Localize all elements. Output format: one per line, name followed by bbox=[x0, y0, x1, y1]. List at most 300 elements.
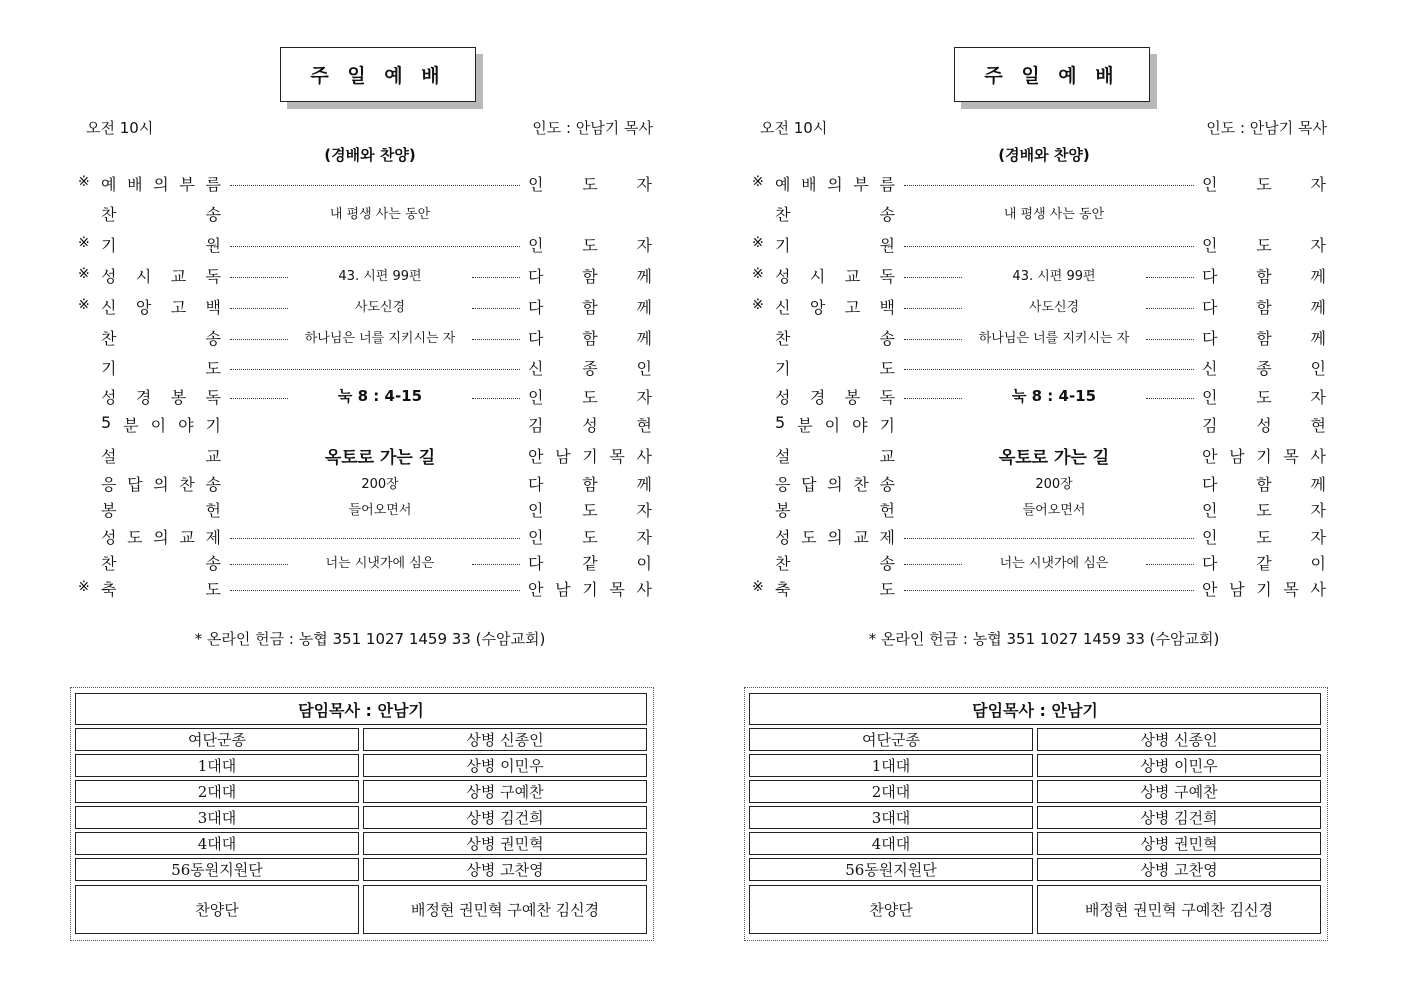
order-item-leader-char: 다 bbox=[528, 554, 544, 573]
section-subtitle: (경배와 찬양) bbox=[324, 146, 416, 164]
order-item bbox=[70, 497, 670, 521]
order-item-leader-char: 함 bbox=[582, 329, 598, 348]
order-item bbox=[70, 524, 670, 548]
order-item-content: 눅 8 : 4-15 bbox=[337, 387, 423, 405]
order-item-leader bbox=[528, 233, 652, 256]
order-item-label-char: 원 bbox=[205, 236, 221, 255]
order-item-label bbox=[775, 233, 895, 256]
order-item-label bbox=[101, 472, 221, 495]
order-item-label bbox=[101, 551, 221, 574]
order-item-leader-char: 현 bbox=[636, 416, 652, 435]
order-item-leader-char: 기 bbox=[582, 447, 598, 466]
order-item-label-char: 교 bbox=[853, 528, 869, 547]
order-item-content: 사도신경 bbox=[1028, 300, 1080, 315]
order-item-leader bbox=[528, 264, 652, 287]
order-item-label-char: 야 bbox=[178, 416, 194, 435]
order-item-content: 옥토로 가는 길 bbox=[324, 448, 436, 468]
order-item-label bbox=[101, 264, 221, 287]
order-item-leader-char: 께 bbox=[1310, 329, 1326, 348]
order-item-leader-char: 도 bbox=[1256, 501, 1272, 520]
order-item-leader-char: 함 bbox=[582, 475, 598, 494]
order-item-content: 너는 시냇가에 심은 bbox=[325, 556, 435, 571]
order-item-label bbox=[775, 356, 895, 379]
order-item-label-char: 교 bbox=[179, 528, 195, 547]
staff-name-cell: 상병 이민우 bbox=[1037, 754, 1321, 777]
staff-unit-cell: 4대대 bbox=[75, 832, 359, 855]
order-item-leader-char: 성 bbox=[1256, 416, 1272, 435]
order-item-label-char: 제 bbox=[205, 528, 221, 547]
order-item-label-char: 봉 bbox=[170, 388, 187, 407]
order-item-label bbox=[101, 498, 221, 521]
order-item-leader-char: 함 bbox=[1256, 267, 1272, 286]
order-item-leader-char: 남 bbox=[555, 447, 571, 466]
order-item-leader-char: 목 bbox=[609, 580, 625, 599]
standing-mark: ※ bbox=[78, 235, 90, 251]
order-item bbox=[70, 325, 670, 349]
order-item-label bbox=[101, 326, 221, 349]
order-item-label-char: 앙 bbox=[135, 298, 152, 317]
order-item-label-char: 기 bbox=[205, 416, 221, 435]
order-item bbox=[744, 384, 1344, 408]
staff-unit-cell: 3대대 bbox=[749, 806, 1033, 829]
order-item-leader-char: 자 bbox=[636, 236, 652, 255]
order-item-content: 옥토로 가는 길 bbox=[998, 448, 1110, 468]
order-item-label-char: 부 bbox=[853, 175, 869, 194]
order-item bbox=[744, 171, 1344, 195]
order-item-leader-char: 같 bbox=[1256, 554, 1272, 573]
order-item-label-char: 시 bbox=[809, 267, 826, 286]
order-item-leader-char: 종 bbox=[1256, 359, 1272, 378]
order-item bbox=[744, 263, 1344, 287]
order-item-leader-char: 자 bbox=[636, 501, 652, 520]
order-item bbox=[744, 325, 1344, 349]
order-item-leader-char: 다 bbox=[1202, 298, 1218, 317]
order-item-leader-char: 자 bbox=[1310, 528, 1326, 547]
order-item-leader-char: 자 bbox=[1310, 175, 1326, 194]
order-item-label-char: 송 bbox=[205, 554, 221, 573]
bulletin-page-right bbox=[744, 0, 1344, 992]
order-item-label-char: 배 bbox=[801, 175, 817, 194]
section-subtitle: (경배와 찬양) bbox=[998, 146, 1090, 164]
order-item bbox=[70, 443, 670, 467]
order-item-leader-char: 다 bbox=[528, 475, 544, 494]
order-item-leader-char: 김 bbox=[528, 416, 544, 435]
order-item-label-char: 성 bbox=[101, 528, 117, 547]
order-item-leader-char: 김 bbox=[1202, 416, 1218, 435]
order-item-leader-char: 함 bbox=[1256, 298, 1272, 317]
dotted-leader bbox=[230, 590, 520, 591]
order-item bbox=[744, 412, 1344, 436]
order-item bbox=[70, 294, 670, 318]
order-item-label-char: 제 bbox=[879, 528, 895, 547]
order-item-label-char: 예 bbox=[101, 175, 117, 194]
order-item-label-char: 고 bbox=[170, 298, 187, 317]
order-item-leader bbox=[528, 444, 652, 467]
order-item-label bbox=[775, 413, 895, 436]
staff-name-cell: 상병 권민혁 bbox=[363, 832, 647, 855]
order-item-label-char: 름 bbox=[879, 175, 895, 194]
order-item-leader-char: 인 bbox=[1202, 388, 1218, 407]
order-item-leader-char: 종 bbox=[582, 359, 598, 378]
order-item bbox=[70, 576, 670, 600]
order-item bbox=[70, 355, 670, 379]
order-item-label bbox=[775, 498, 895, 521]
order-item-leader bbox=[1202, 295, 1326, 318]
order-item-label bbox=[101, 444, 221, 467]
order-item-label-char: 기 bbox=[101, 236, 117, 255]
order-item-leader-char: 인 bbox=[528, 528, 544, 547]
order-item-leader bbox=[1202, 498, 1326, 521]
order-item-label-char: 백 bbox=[205, 298, 221, 317]
dotted-leader bbox=[904, 538, 1194, 539]
order-item-leader-char: 기 bbox=[1256, 447, 1272, 466]
order-item-leader-char: 남 bbox=[1229, 447, 1245, 466]
order-item-label-char: 헌 bbox=[879, 501, 895, 520]
order-item-label-char: 송 bbox=[879, 554, 895, 573]
order-item-label-char: 응 bbox=[101, 475, 117, 494]
order-item-leader-char: 자 bbox=[1310, 236, 1326, 255]
order-item-leader bbox=[528, 472, 652, 495]
order-item-label-char: 5 bbox=[775, 413, 786, 432]
order-item bbox=[70, 550, 670, 574]
order-item-leader bbox=[1202, 444, 1326, 467]
order-item-leader-char: 이 bbox=[1310, 554, 1326, 573]
service-time: 오전 10시 bbox=[86, 119, 154, 137]
staff-table-head: 담임목사 : 안남기 bbox=[749, 693, 1321, 725]
staff-unit-cell: 56동원지원단 bbox=[749, 858, 1033, 881]
service-time: 오전 10시 bbox=[760, 119, 828, 137]
order-item-label-char: 야 bbox=[852, 416, 868, 435]
order-item-label-char: 도 bbox=[205, 359, 221, 378]
order-item-leader bbox=[1202, 525, 1326, 548]
order-item bbox=[744, 497, 1344, 521]
order-item-label-char: 고 bbox=[844, 298, 861, 317]
order-item-leader-char: 인 bbox=[1310, 359, 1326, 378]
order-item-label-char: 성 bbox=[775, 388, 791, 407]
order-item-content: 사도신경 bbox=[354, 300, 406, 315]
order-item-leader-char: 남 bbox=[1229, 580, 1245, 599]
order-item-leader-char: 도 bbox=[1256, 236, 1272, 255]
order-item-leader-char: 사 bbox=[1310, 580, 1326, 599]
order-item-leader-char: 사 bbox=[636, 580, 652, 599]
order-item-leader-char: 사 bbox=[636, 447, 652, 466]
standing-mark: ※ bbox=[752, 297, 764, 313]
standing-mark: ※ bbox=[78, 579, 90, 595]
order-item-leader bbox=[1202, 172, 1326, 195]
order-item-content: 200장 bbox=[361, 477, 399, 492]
order-item-leader bbox=[528, 356, 652, 379]
order-item-label-char: 이 bbox=[150, 416, 167, 435]
staff-name-cell: 상병 권민혁 bbox=[1037, 832, 1321, 855]
order-item-label-char: 찬 bbox=[775, 205, 791, 224]
order-item-leader bbox=[1202, 233, 1326, 256]
order-item-leader-char: 신 bbox=[1202, 359, 1218, 378]
dotted-leader bbox=[230, 369, 520, 370]
order-item-label bbox=[775, 525, 895, 548]
order-item-label bbox=[101, 413, 221, 436]
order-item-leader-char: 자 bbox=[1310, 501, 1326, 520]
order-item-label-char: 답 bbox=[801, 475, 817, 494]
order-item-label-char: 찬 bbox=[775, 329, 791, 348]
order-item-leader-char: 인 bbox=[528, 501, 544, 520]
order-item-leader-char: 다 bbox=[528, 329, 544, 348]
order-item-leader-char: 자 bbox=[1310, 388, 1326, 407]
order-item-leader bbox=[1202, 326, 1326, 349]
order-item bbox=[744, 443, 1344, 467]
order-item-label-char: 설 bbox=[775, 447, 791, 466]
staff-name-cell: 상병 구예찬 bbox=[363, 780, 647, 803]
order-item-leader bbox=[528, 551, 652, 574]
order-item-leader-char: 다 bbox=[1202, 554, 1218, 573]
order-item-content: 하나님은 너를 지키시는 자 bbox=[978, 331, 1130, 346]
order-item-leader bbox=[528, 413, 652, 436]
order-item-label-char: 축 bbox=[101, 580, 117, 599]
order-item-leader-char: 목 bbox=[609, 447, 625, 466]
order-item-label-char: 이 bbox=[824, 416, 841, 435]
order-item-leader-char: 도 bbox=[1256, 528, 1272, 547]
order-item-label-char: 송 bbox=[205, 329, 221, 348]
bulletin-page-left bbox=[70, 0, 670, 992]
order-item-leader bbox=[1202, 356, 1326, 379]
order-item-content: 너는 시냇가에 심은 bbox=[999, 556, 1109, 571]
order-item-leader-char: 도 bbox=[1256, 175, 1272, 194]
order-item-leader-char: 다 bbox=[1202, 267, 1218, 286]
order-item-label bbox=[101, 577, 221, 600]
standing-mark: ※ bbox=[752, 266, 764, 282]
order-item-label-char: 성 bbox=[101, 388, 117, 407]
order-item-label bbox=[101, 356, 221, 379]
service-title: 주 일 예 배 bbox=[280, 47, 476, 102]
order-item-label-char: 분 bbox=[797, 416, 813, 435]
order-item-leader bbox=[528, 172, 652, 195]
order-item-leader-char: 께 bbox=[636, 329, 652, 348]
staff-unit-cell: 여단군종 bbox=[749, 728, 1033, 751]
order-item-label-char: 성 bbox=[101, 267, 117, 286]
order-item-label bbox=[101, 385, 221, 408]
order-item-label-char: 배 bbox=[127, 175, 143, 194]
order-item-leader-char: 안 bbox=[1202, 580, 1218, 599]
order-item-leader bbox=[528, 326, 652, 349]
order-item-leader-char: 다 bbox=[528, 298, 544, 317]
order-item-label bbox=[101, 525, 221, 548]
order-item-leader-char: 이 bbox=[636, 554, 652, 573]
staff-name-cell: 상병 신종인 bbox=[363, 728, 647, 751]
order-item-leader-char: 함 bbox=[582, 267, 598, 286]
order-item-leader-char: 현 bbox=[1310, 416, 1326, 435]
dotted-leader bbox=[904, 590, 1194, 591]
order-item-label-char: 성 bbox=[775, 267, 791, 286]
order-item-label-char: 교 bbox=[205, 447, 221, 466]
order-item-leader-char: 도 bbox=[1256, 388, 1272, 407]
order-item-label bbox=[775, 472, 895, 495]
staff-name-cell: 상병 구예찬 bbox=[1037, 780, 1321, 803]
order-item-label bbox=[775, 326, 895, 349]
order-item bbox=[744, 471, 1344, 495]
order-item-label bbox=[101, 172, 221, 195]
order-item-label bbox=[775, 444, 895, 467]
order-item-label-char: 부 bbox=[179, 175, 195, 194]
order-item-label-char: 독 bbox=[879, 267, 895, 286]
order-item-leader-char: 인 bbox=[1202, 501, 1218, 520]
order-item-label-char: 송 bbox=[205, 475, 221, 494]
order-item bbox=[744, 576, 1344, 600]
order-item-leader-char: 신 bbox=[528, 359, 544, 378]
order-item-label bbox=[101, 202, 221, 225]
order-item-leader bbox=[528, 498, 652, 521]
staff-unit-cell: 3대대 bbox=[75, 806, 359, 829]
standing-mark: ※ bbox=[752, 235, 764, 251]
order-item-label-char: 기 bbox=[775, 359, 791, 378]
order-item-leader-char: 도 bbox=[582, 175, 598, 194]
order-item-label-char: 신 bbox=[101, 298, 117, 317]
order-item-leader-char: 께 bbox=[1310, 298, 1326, 317]
order-item-leader-char: 다 bbox=[1202, 329, 1218, 348]
order-item bbox=[70, 384, 670, 408]
service-title: 주 일 예 배 bbox=[954, 47, 1150, 102]
online-offering-note: * 온라인 헌금 : 농협 351 1027 1459 33 (수암교회) bbox=[868, 630, 1220, 648]
order-item-label-char: 찬 bbox=[101, 205, 117, 224]
order-item-leader-char: 께 bbox=[636, 267, 652, 286]
staff-unit-cell: 56동원지원단 bbox=[75, 858, 359, 881]
dotted-leader bbox=[230, 185, 520, 186]
order-item-label bbox=[775, 577, 895, 600]
order-item-leader-char: 인 bbox=[528, 388, 544, 407]
order-item-label-char: 의 bbox=[827, 475, 843, 494]
order-item-label bbox=[101, 295, 221, 318]
order-item-label-char: 백 bbox=[879, 298, 895, 317]
order-item-label-char: 의 bbox=[153, 475, 169, 494]
staff-unit-cell: 4대대 bbox=[749, 832, 1033, 855]
staff-table-head: 담임목사 : 안남기 bbox=[75, 693, 647, 725]
order-item-leader-char: 안 bbox=[528, 580, 544, 599]
standing-mark: ※ bbox=[78, 266, 90, 282]
order-item-leader bbox=[1202, 472, 1326, 495]
order-item-leader bbox=[1202, 385, 1326, 408]
order-item-label bbox=[101, 233, 221, 256]
order-item-label-char: 송 bbox=[879, 205, 895, 224]
order-item-label-char: 독 bbox=[879, 388, 895, 407]
staff-unit-cell: 2대대 bbox=[75, 780, 359, 803]
order-item-content: 눅 8 : 4-15 bbox=[1011, 387, 1097, 405]
order-item-label-char: 교 bbox=[879, 447, 895, 466]
order-item-leader-char: 기 bbox=[582, 580, 598, 599]
order-item-leader-char: 도 bbox=[582, 501, 598, 520]
order-item-leader bbox=[528, 385, 652, 408]
online-offering-note: * 온라인 헌금 : 농협 351 1027 1459 33 (수암교회) bbox=[194, 630, 546, 648]
staff-name-cell: 상병 김건희 bbox=[1037, 806, 1321, 829]
order-item-leader-char: 께 bbox=[1310, 267, 1326, 286]
standing-mark: ※ bbox=[78, 174, 90, 190]
choir-names-cell: 배정현 권민혁 구예찬 김신경 bbox=[363, 885, 647, 934]
order-item-label-char: 의 bbox=[153, 175, 169, 194]
order-item-label-char: 축 bbox=[775, 580, 791, 599]
order-item-label bbox=[775, 264, 895, 287]
order-item-label-char: 찬 bbox=[179, 475, 195, 494]
order-item-label-char: 도 bbox=[879, 580, 895, 599]
order-item-label bbox=[775, 295, 895, 318]
order-item bbox=[70, 263, 670, 287]
dotted-leader bbox=[230, 538, 520, 539]
order-item-content: 내 평생 사는 동안 bbox=[1003, 207, 1105, 222]
order-item-label-char: 신 bbox=[775, 298, 791, 317]
order-item-leader bbox=[528, 525, 652, 548]
order-item-leader bbox=[528, 295, 652, 318]
order-item-label-char: 의 bbox=[827, 175, 843, 194]
order-item-label-char: 교 bbox=[170, 267, 187, 286]
standing-mark: ※ bbox=[752, 579, 764, 595]
dotted-leader bbox=[230, 246, 520, 247]
order-item-label-char: 찬 bbox=[101, 329, 117, 348]
order-item-leader-char: 인 bbox=[1202, 236, 1218, 255]
order-item-label-char: 도 bbox=[127, 528, 143, 547]
order-item-label-char: 성 bbox=[775, 528, 791, 547]
order-item bbox=[744, 550, 1344, 574]
order-item-label-char: 의 bbox=[827, 528, 843, 547]
order-item-label-char: 원 bbox=[879, 236, 895, 255]
staff-name-cell: 상병 신종인 bbox=[1037, 728, 1321, 751]
order-item-leader-char: 다 bbox=[528, 267, 544, 286]
order-item-label-char: 송 bbox=[205, 205, 221, 224]
service-leader: 인도 : 안남기 목사 bbox=[1206, 119, 1327, 137]
order-item-label-char: 5 bbox=[101, 413, 112, 432]
order-item-label bbox=[775, 385, 895, 408]
order-item-leader bbox=[1202, 577, 1326, 600]
order-item-leader-char: 함 bbox=[582, 298, 598, 317]
order-item-content: 하나님은 너를 지키시는 자 bbox=[304, 331, 456, 346]
order-item-label-char: 경 bbox=[135, 388, 152, 407]
order-item-label-char: 찬 bbox=[101, 554, 117, 573]
order-item-leader-char: 목 bbox=[1283, 447, 1299, 466]
order-item-label-char: 송 bbox=[879, 329, 895, 348]
order-item-content: 내 평생 사는 동안 bbox=[329, 207, 431, 222]
order-item-label-char: 찬 bbox=[853, 475, 869, 494]
staff-unit-cell: 1대대 bbox=[749, 754, 1033, 777]
order-item-leader-char: 께 bbox=[1310, 475, 1326, 494]
order-item bbox=[70, 171, 670, 195]
order-item-label bbox=[775, 202, 895, 225]
dotted-leader bbox=[904, 369, 1194, 370]
order-item-label-char: 분 bbox=[123, 416, 139, 435]
order-item-label-char: 독 bbox=[205, 267, 221, 286]
order-item-leader-char: 다 bbox=[1202, 475, 1218, 494]
order-item-leader-char: 함 bbox=[1256, 329, 1272, 348]
order-item-label-char: 기 bbox=[101, 359, 117, 378]
order-item-leader-char: 함 bbox=[1256, 475, 1272, 494]
order-item bbox=[744, 355, 1344, 379]
order-item-leader-char: 같 bbox=[582, 554, 598, 573]
order-item-leader bbox=[1202, 264, 1326, 287]
order-item-label-char: 독 bbox=[205, 388, 221, 407]
order-item-content: 들어오면서 bbox=[348, 503, 412, 518]
order-item bbox=[744, 294, 1344, 318]
order-item bbox=[70, 232, 670, 256]
staff-unit-cell: 여단군종 bbox=[75, 728, 359, 751]
order-item-label-char: 찬 bbox=[775, 554, 791, 573]
order-item-leader-char: 안 bbox=[528, 447, 544, 466]
order-item-leader bbox=[1202, 413, 1326, 436]
staff-name-cell: 상병 김건희 bbox=[363, 806, 647, 829]
order-item-label-char: 도 bbox=[801, 528, 817, 547]
order-item-leader-char: 남 bbox=[555, 580, 571, 599]
order-item-label-char: 의 bbox=[153, 528, 169, 547]
order-item-leader-char: 자 bbox=[636, 528, 652, 547]
order-item-label-char: 예 bbox=[775, 175, 791, 194]
order-item-leader-char: 인 bbox=[1202, 175, 1218, 194]
order-item-label-char: 기 bbox=[775, 236, 791, 255]
order-item bbox=[744, 201, 1344, 225]
order-item-label bbox=[775, 551, 895, 574]
order-item-leader-char: 인 bbox=[528, 236, 544, 255]
